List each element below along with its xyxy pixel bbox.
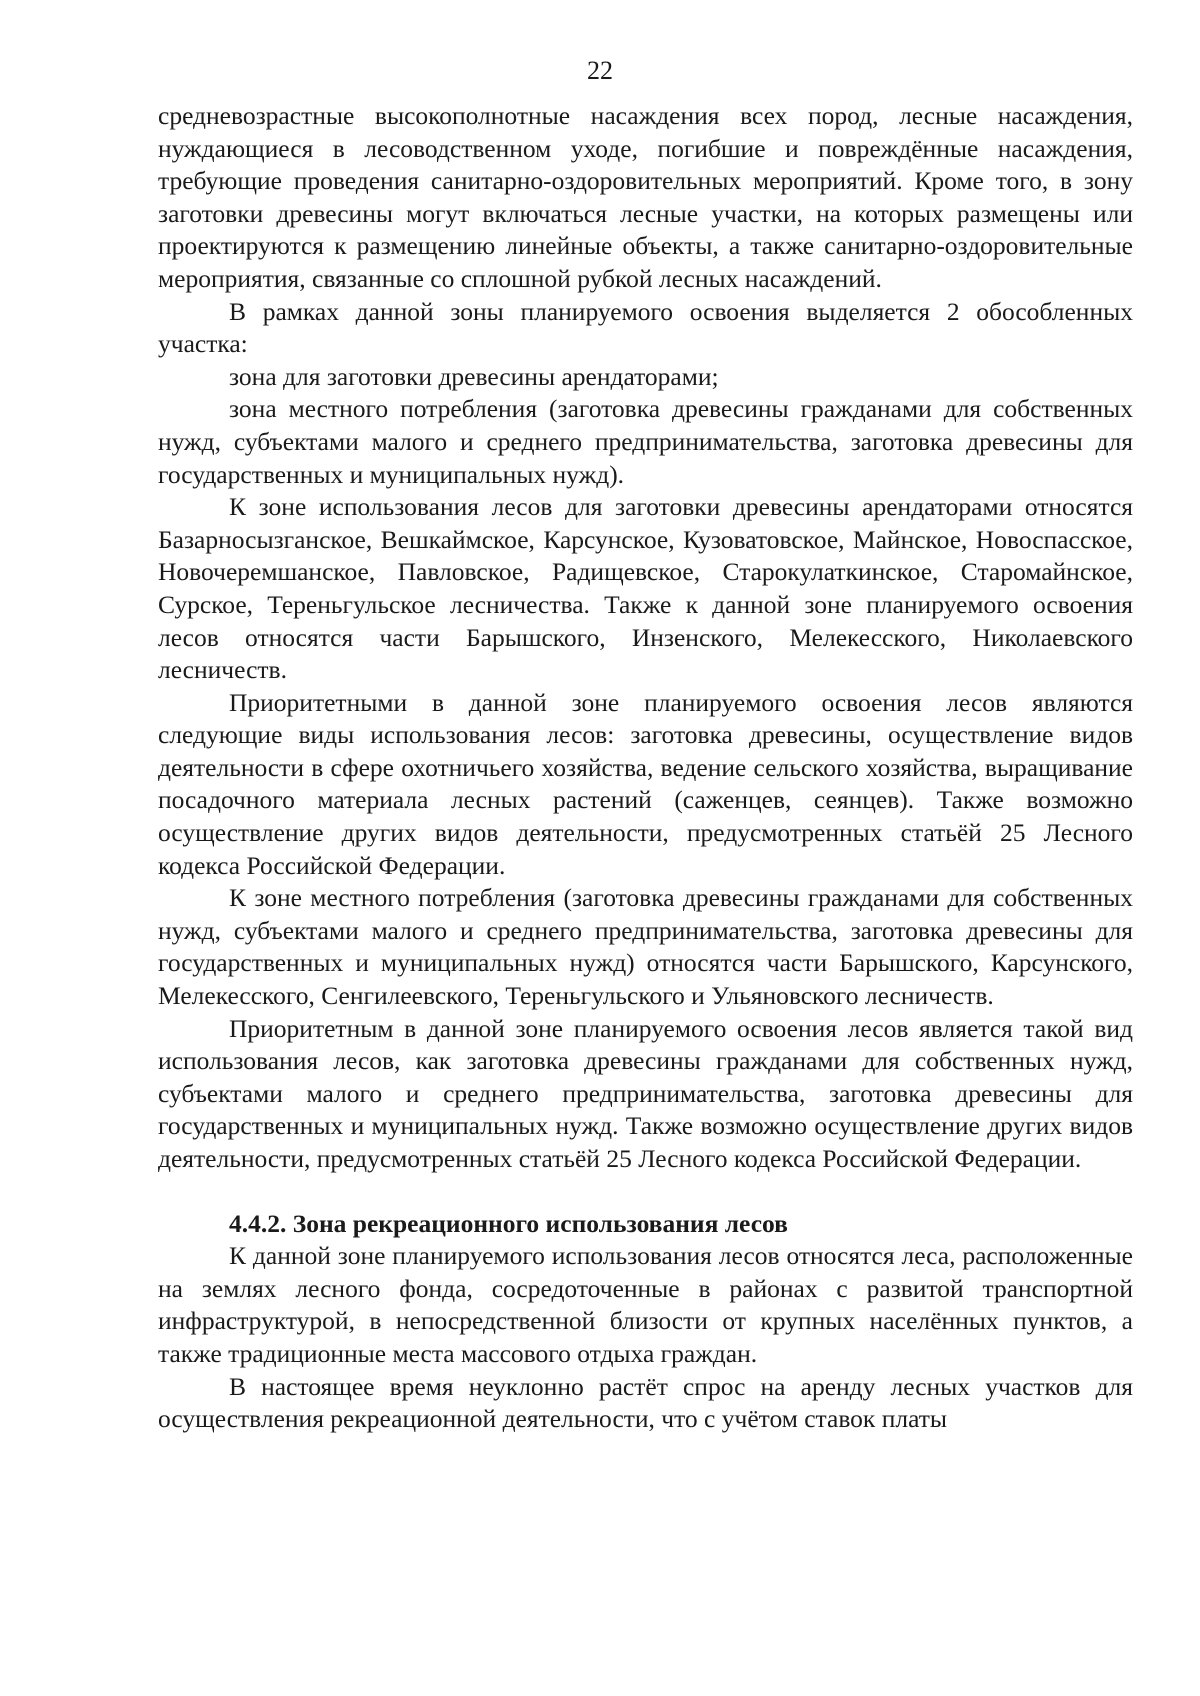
page-number: 22: [587, 56, 613, 85]
paragraph: К зоне местного потребления (заготовка древесины гражданами для собственных нужд, субъектами малого и среднего предпринимательства, заготовка древесины для государственных и муниципальных нужд) относятся части Барышского, Карсунского, Мелекесского, Сенгилеевского, Тереньгульского и Ульяновского лесничеств.: [158, 883, 1133, 1011]
paragraph: К данной зоне планируемого использования лесов относятся леса, расположенные на землях лесного фонда, сосредоточенные в районах с развитой транспортной инфраструктурой, в непосредственной близости от крупных населённых пунктов, а также традиционные места массового отдыха граждан.: [158, 1241, 1133, 1368]
paragraph: К зоне использования лесов для заготовки древесины арендаторами относятся Базарносызганское, Вешкаймское, Карсунское, Кузоватовское, Майнское, Новоспасское, Новочеремшанское, Павловское, Радищевское, Старокулаткинское, Старомайнское, Сурское, Тереньгульское лесничества. Также к данной зоне планируемого освоения лесов относятся части Барышского, Инзенского, Мелекесского, Николаевского лесничеств.: [158, 492, 1133, 685]
paragraph: В настоящее время неуклонно растёт спрос на аренду лесных участков для осуществления рекреационной деятельности, что с учётом ставок платы: [158, 1371, 1133, 1434]
paragraph: Приоритетным в данной зоне планируемого освоения лесов является такой вид использования лесов, как заготовка древесины гражданами для собственных нужд, субъектами малого и среднего предпринимательства, заготовка древесины для государственных и муниципальных нужд. Также возможно осуществление других видов деятельности, предусмотренных статьёй 25 Лесного кодекса Российской Федерации.: [158, 1013, 1133, 1173]
section-heading: 4.4.2. Зона рекреационного использования лесов: [229, 1208, 788, 1238]
paragraph: В рамках данной зоны планируемого освоения выделяется 2 обособленных участка:: [158, 296, 1133, 359]
paragraph: Приоритетными в данной зоне планируемого освоения лесов являются следующие виды использования лесов: заготовка древесины, осуществление видов деятельности в сфере охотничьего хозяйства, ведение сельского хозяйства, выращивание посадочного материала лесных растений (саженцев, сеянцев). Также возможно осуществление других видов деятельности, предусмотренных статьёй 25 Лесного кодекса Российской Федерации.: [158, 687, 1133, 880]
paragraph-continuation: средневозрастные высокополнотные насаждения всех пород, лесные насаждения, нуждающиеся в лесоводственном уходе, погибшие и повреждённые насаждения, требующие проведения санитарно-оздоровительных мероприятий. Кроме того, в зону заготовки древесины могут включаться лесные участки, на которых размещены или проектируются к размещению линейные объекты, а также санитарно-оздоровительные мероприятия, связанные со сплошной рубкой лесных насаждений.: [158, 101, 1133, 293]
list-item: зона местного потребления (заготовка древесины гражданами для собственных нужд, субъектами малого и среднего предпринимательства, заготовка древесины для государственных и муниципальных нужд).: [158, 394, 1133, 489]
list-item: зона для заготовки древесины арендаторами;: [229, 361, 719, 391]
body-text: [158, 100, 1133, 1436]
